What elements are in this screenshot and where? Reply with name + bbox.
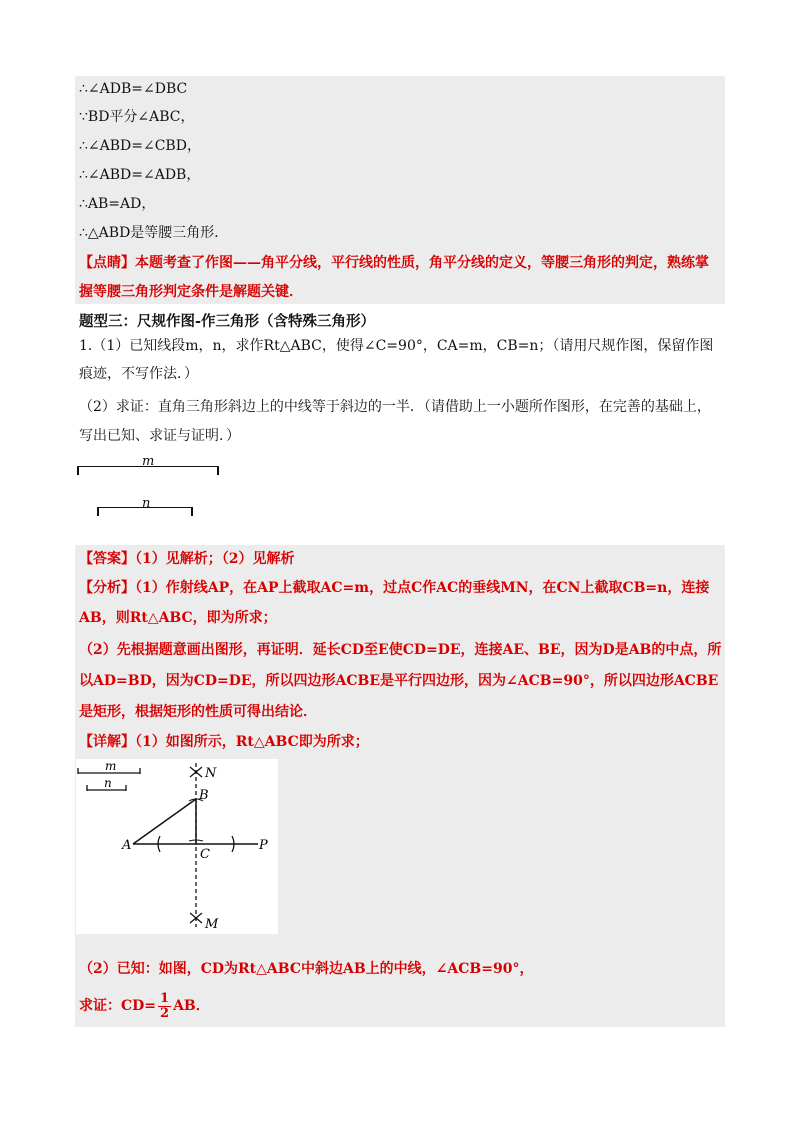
answer-tag: 【答案】: [79, 551, 135, 567]
question-2-line-1: （2）求证：直角三角形斜边上的中线等于斜边的一半．（请借助上一小题所作图形，在完善的基础上，: [79, 399, 711, 415]
detail-line-1: [79, 731, 369, 753]
solution-line: ∵BD平分∠ABC，: [79, 109, 195, 125]
analysis-tag: 【分析】: [79, 580, 135, 596]
section-title: 题型三：尺规作图-作三角形（含特殊三角形）: [79, 313, 376, 330]
question-2-line-2: 写出已知、求证与证明．）: [79, 428, 240, 444]
fraction-one-half: [158, 992, 171, 1021]
analysis-line-4: 以AD=BD，因为CD=DE，所以四边形ACBE是平行四边形，因为∠ACB=90°，所以四边形ACBE: [79, 673, 719, 689]
dianjing-text: 本题考查了作图——角平分线，平行线的性质，角平分线的定义，等腰三角形的判定，熟练掌: [135, 255, 709, 271]
detail-tag: 【详解】: [79, 734, 135, 750]
analysis-line-2: AB，则Rt△ABC，即为所求；: [79, 610, 277, 626]
analysis-line-1: [79, 577, 709, 599]
prove-line: [79, 990, 210, 1022]
dianjing-line-2: 握等腰三角形判定条件是解题关键．: [79, 284, 303, 300]
fig-label-n: n: [104, 776, 112, 790]
solution-line: ∴∠ABD=∠CBD，: [79, 138, 201, 154]
construction-figure-svg: [76, 759, 278, 934]
fig-label-a: A: [122, 838, 132, 853]
solution-line: ∴△ABD是等腰三角形．: [79, 225, 229, 241]
fig-label-m-point: M: [205, 917, 219, 932]
dianjing-tag: 【点睛】: [79, 255, 135, 271]
fraction-numerator: 1: [160, 990, 170, 1006]
fig-label-b: B: [199, 788, 209, 803]
prove-prefix: 求证：CD=: [79, 998, 157, 1014]
known-line: （2）已知：如图，CD为Rt△ABC中斜边AB上的中线，∠ACB=90°，: [79, 961, 534, 977]
fig-label-n-point: N: [205, 766, 217, 781]
segment-m-label: m: [142, 454, 155, 469]
segment-n-label: n: [142, 496, 151, 511]
analysis-line-5: 是矩形，根据矩形的性质可得出结论．: [79, 704, 317, 720]
fig-label-p: P: [259, 838, 268, 853]
solution-line: ∴∠ADB=∠DBC: [79, 81, 188, 97]
construction-figure: [76, 759, 278, 934]
analysis-line-3: （2）先根据题意画出图形，再证明．延长CD至E使CD=DE，连接AE、BE，因为D是AB的中点，所: [79, 642, 722, 658]
answer-line: [79, 548, 294, 570]
fraction-denominator: 2: [160, 1005, 170, 1021]
detail-text: （1）如图所示，Rt△ABC即为所求；: [135, 734, 369, 750]
fig-label-m: m: [105, 759, 117, 773]
question-1-line-2: 痕迹，不写作法．）: [79, 366, 198, 382]
solution-line: ∴∠ABD=∠ADB，: [79, 167, 201, 183]
answer-text: （1）见解析；（2）见解析: [135, 551, 295, 567]
analysis-text: （1）作射线AP，在AP上截取AC=m，过点C作AC的垂线MN，在CN上截取CB=n，连接: [135, 580, 710, 596]
question-1-line-1: 1.（1）已知线段m，n，求作Rt△ABC，使得∠C=90°，CA=m，CB=n；（请用尺规作图，保留作图: [79, 338, 714, 354]
prove-suffix: AB．: [173, 998, 210, 1014]
dianjing-line-1: [79, 252, 709, 274]
solution-line: ∴AB=AD，: [79, 196, 156, 212]
fig-label-c: C: [200, 847, 210, 862]
